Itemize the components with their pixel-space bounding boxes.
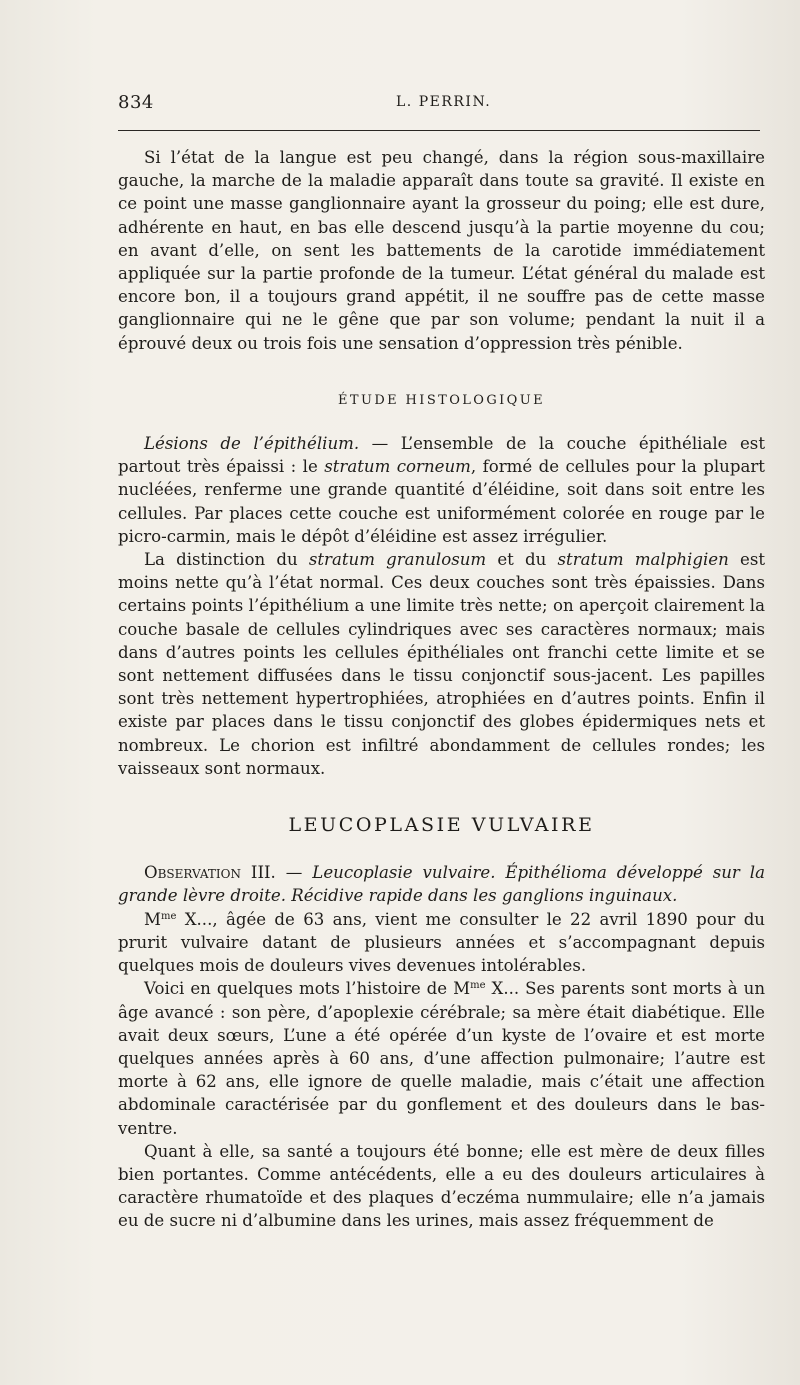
paragraph-5 bbox=[118, 977, 765, 1139]
header-rule bbox=[118, 130, 760, 131]
paragraph-4-m: M bbox=[144, 909, 161, 929]
paragraph-3-text-3: est moins nette qu’à l’état normal. Ces deux couches sont très épaissies. Dans certains points l’épithélium a une limite très nette; on aperçoit clairement la couche basale de cellules cylindriques avec ses caractères normaux; mais dans d’autres points les cellules épithéliales ont franchi cette limite et se sont nettement diffusées dans le tissu conjonctif sous-jacent. Les papilles sont très nettement hypertrophiées, atrophiées en d’autres points. Enfin il existe par places dans le tissu conjonctif des globes épidermiques nets et nombreux. Le chorion est infiltré abondamment de cellules rondes; les vaisseaux sont normaux. bbox=[118, 550, 765, 778]
running-head: L. PERRIN. bbox=[396, 94, 492, 110]
paragraph-2-text-2: , formé de cellules pour la plupart nucléées, renferme une grande quantité d’éléidine, soit dans soit entre les cellules. Par places cette couche est uniformément colorée en rouge par le picro-carmin, mais le dépôt d’éléidine est assez irrégulier. bbox=[118, 457, 765, 546]
chapter-heading: LEUCOPLASIE VULVAIRE bbox=[288, 814, 595, 837]
page-number: 834 bbox=[118, 92, 154, 113]
paragraph-1: Si l’état de la langue est peu changé, dans la région sous-maxillaire gauche, la marche de la maladie apparaît dans toute sa gravité. Il existe en ce point une masse ganglionnaire ayant la grosseur du poing; elle est dure, adhérente en haut, en bas elle descend jusqu’à la partie moyenne du cou; en avant d’elle, on sent les battements de la carotide immédiatement appliquée sur la partie profonde de la tumeur. L’état général du malade est encore bon, il a toujours grand appétit, il ne souffre pas de cette masse ganglionnaire qui ne le gêne que par son volume; pendant la nuit il a éprouvé deux ou trois fois une sensation d’oppression très pénible. bbox=[118, 148, 765, 353]
paragraph-3-italic-2: stratum malphigien bbox=[557, 550, 729, 570]
paragraph-3-italic-1: stratum granulosum bbox=[308, 550, 487, 570]
paragraph-3 bbox=[118, 548, 765, 780]
observation-heading bbox=[118, 861, 765, 907]
paragraph-2 bbox=[118, 432, 765, 548]
page-header bbox=[118, 88, 762, 116]
paragraph-2-italic-1: stratum corneum bbox=[324, 457, 471, 477]
paragraph-4-sup: me bbox=[161, 910, 177, 922]
paragraph-3-text-2: et du bbox=[486, 550, 558, 570]
observation-label: Observation III. bbox=[144, 863, 276, 883]
paragraph-4 bbox=[118, 908, 765, 978]
observation-dash: — bbox=[275, 863, 313, 883]
paragraph-5-text-2: X... Ses parents sont morts à un âge avancé : son père, d’apoplexie cérébrale; sa mère était diabétique. Elle avait deux sœurs, L’une a été opérée d’un kyste de l’ovaire et est morte quelques années après à 60 ans, d’une affection pulmonaire; l’autre est morte à 62 ans, elle ignore de quelle maladie, mais c’était une affection abdominale caractérisée par du gonflement et des douleurs dans le bas-ventre. bbox=[118, 979, 766, 1138]
paragraph-3-text-1: La distinction du bbox=[144, 550, 309, 570]
paragraph-2-lead: Lésions de l’épithélium. bbox=[144, 434, 360, 454]
paragraph-6: Quant à elle, sa santé a toujours été bonne; elle est mère de deux filles bien portantes. Comme antécédents, elle a eu des douleurs articulaires à caractère rhumatoïde et des plaques d’eczéma nummulaire; elle n’a jamais eu de sucre ni d’albumine dans les urines, mais assez fréquemment de bbox=[118, 1141, 765, 1231]
paragraph-5-sup: me bbox=[470, 980, 486, 992]
observation-title: Leucoplasie vulvaire. Épithélioma développé sur la grande lèvre droite. Récidive rapide dans les ganglions inguinaux. bbox=[118, 863, 765, 906]
paragraph-2-text-1: — L’ensemble de la couche épithéliale est partout très épaissi : le bbox=[118, 434, 765, 477]
paragraph-5-text-1: Voici en quelques mots l’histoire de M bbox=[144, 979, 471, 999]
body-text bbox=[118, 146, 765, 1233]
paragraph-4-rest: X..., âgée de 63 ans, vient me consulter le 22 avril 1890 pour du prurit vulvaire datant de plusieurs années et s’accompagnant depuis quelques mois de douleurs vives devenues intolérables. bbox=[118, 909, 765, 976]
section-heading: ÉTUDE HISTOLOGIQUE bbox=[338, 392, 545, 408]
